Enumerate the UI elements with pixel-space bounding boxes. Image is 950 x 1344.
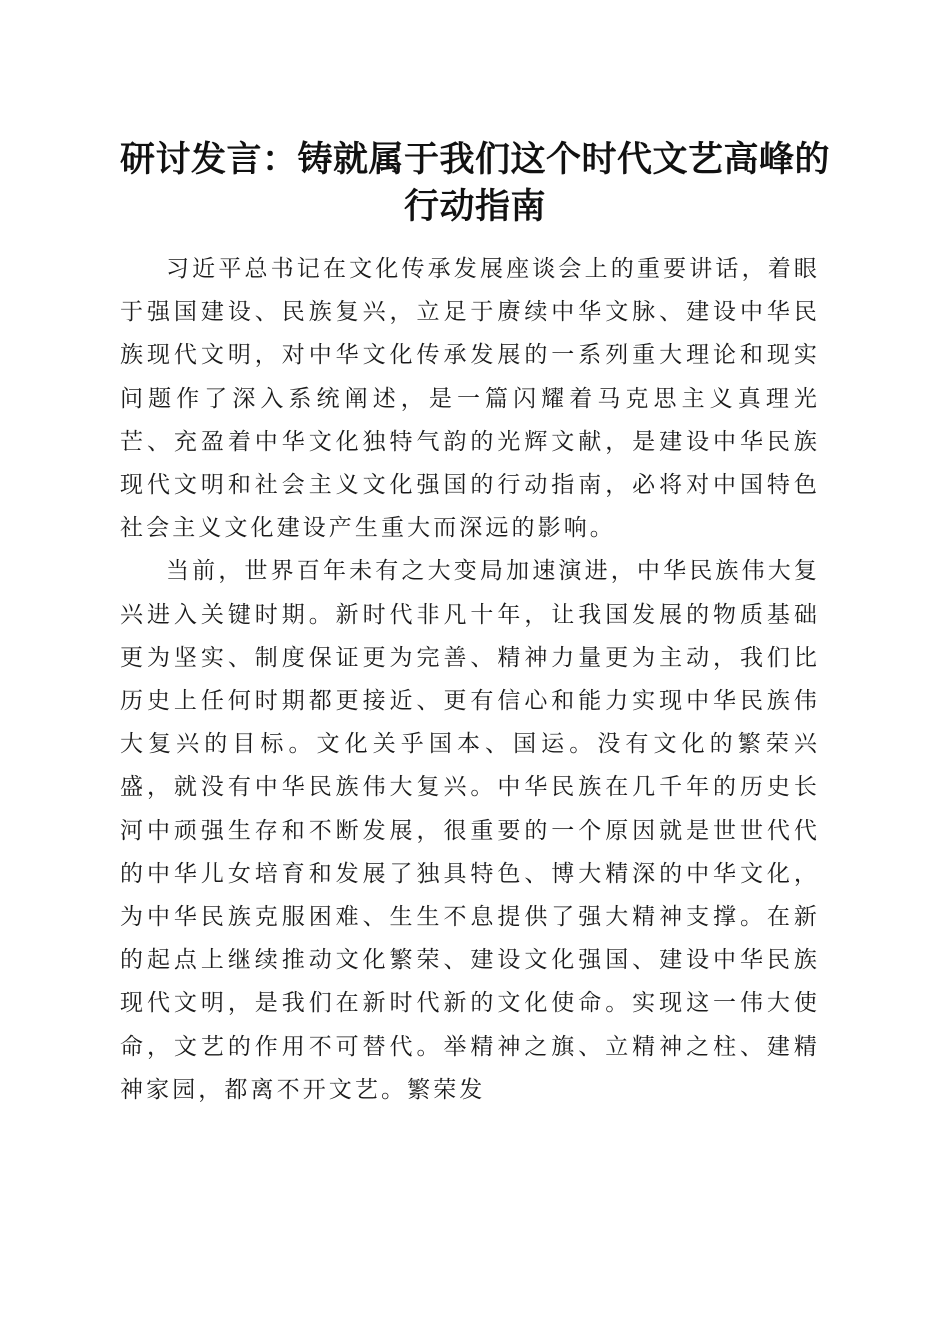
paragraph-2: 当前，世界百年未有之大变局加速演进，中华民族伟大复兴进入关键时期。新时代非凡十年，让我国发展的物质基础更为坚实、制度保证更为完善、精神力量更为主动，我们比历史上任何时期都更接近、更有信心和能力实现中华民族伟大复兴的目标。文化关乎国本、国运。没有文化的繁荣兴盛，就没有中华民族伟大复兴。中华民族在几千年的历史长河中顽强生存和不断发展，很重要的一个原因就是世世代代的中华儿女培育和发展了独具特色、博大精深的中华文化，为中华民族克服困难、生生不息提供了强大精神支撑。在新的起点上继续推动文化繁荣、建设文化强国、建设中华民族现代文明，是我们在新时代新的文化使命。实现这一伟大使命，文艺的作用不可替代。举精神之旗、立精神之柱、建精神家园，都离不开文艺。繁荣发	[120, 558, 820, 1103]
document-body	[120, 248, 820, 1112]
paragraph-1: 习近平总书记在文化传承发展座谈会上的重要讲话，着眼于强国建设、民族复兴，立足于赓续中华文脉、建设中华民族现代文明，对中华文化传承发展的一系列重大理论和现实问题作了深入系统阐述，是一篇闪耀着马克思主义真理光芒、充盈着中华文化独特气韵的光辉文献，是建设中华民族现代文明和社会主义文化强国的行动指南，必将对中国特色社会主义文化建设产生重大而深远的影响。	[120, 256, 820, 542]
document-title: 研讨发言：铸就属于我们这个时代文艺高峰的行动指南	[119, 139, 830, 227]
